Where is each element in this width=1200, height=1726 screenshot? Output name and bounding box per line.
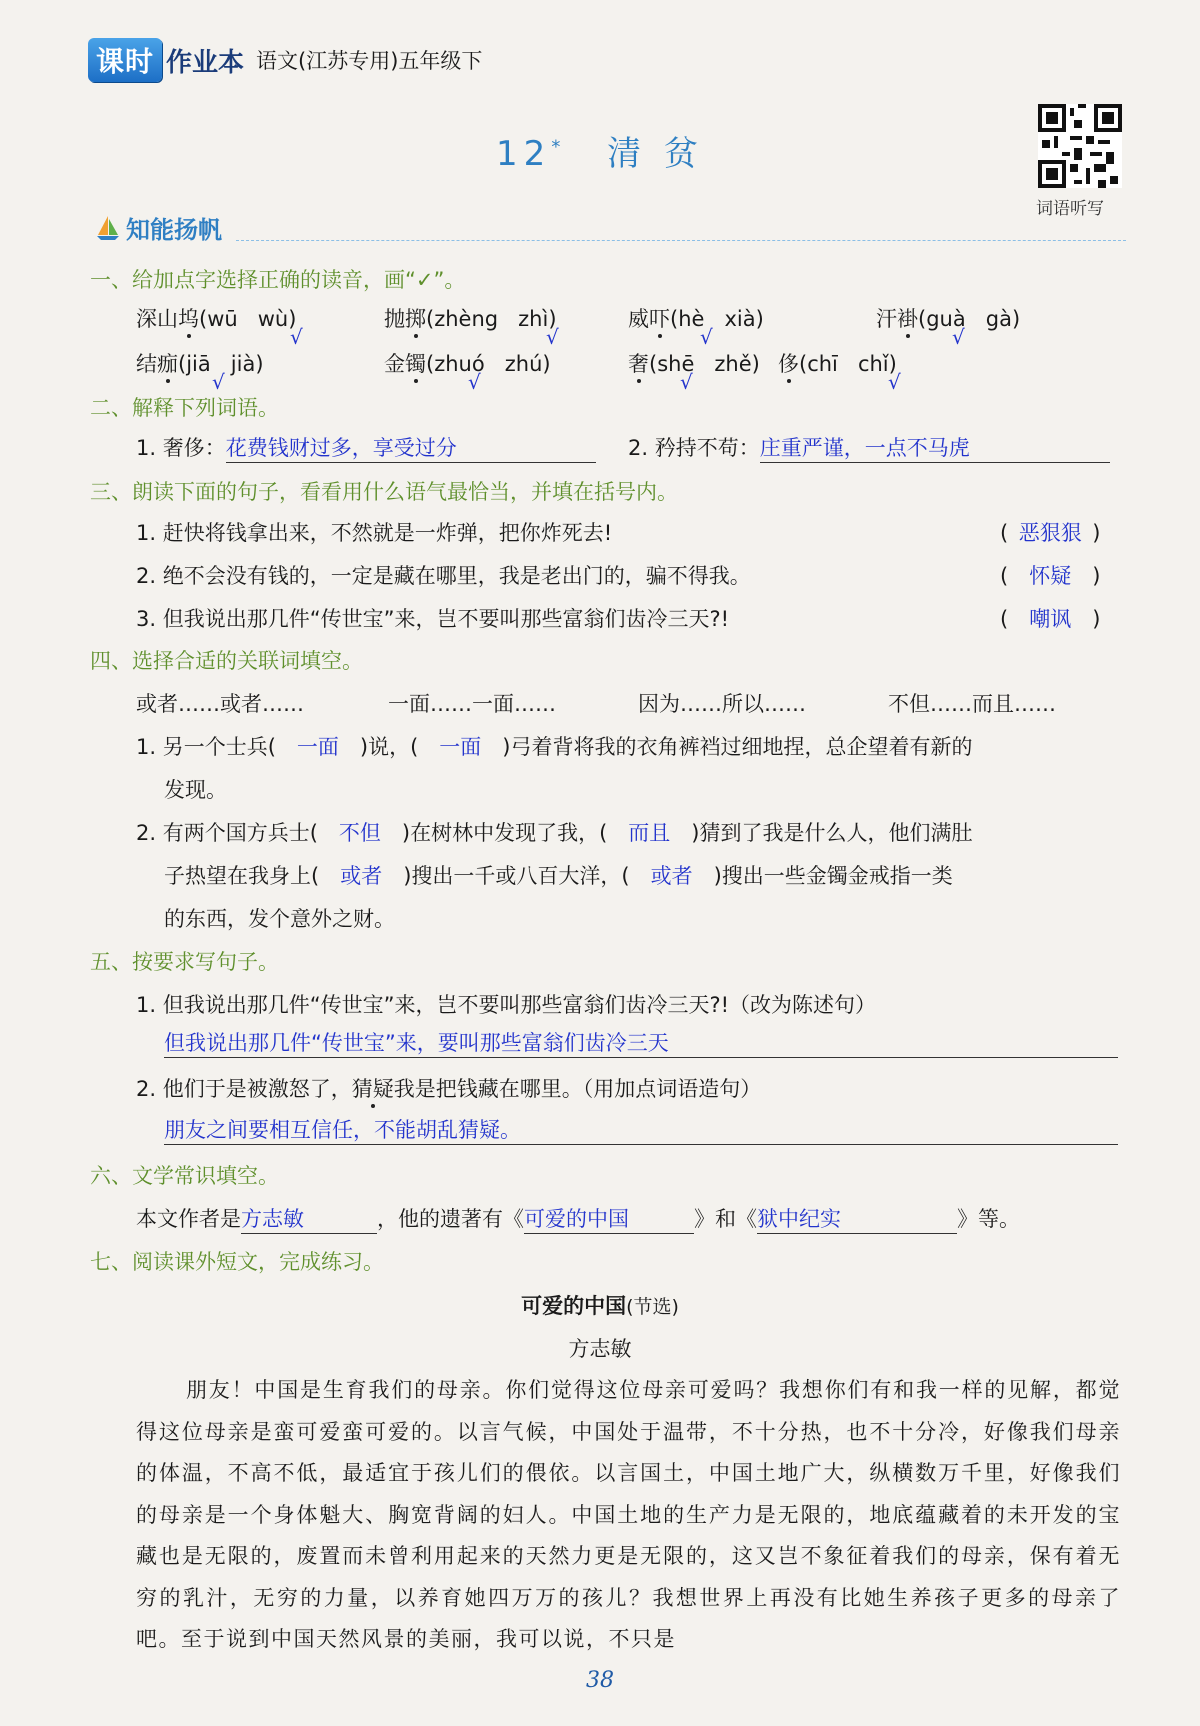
rewrite-question-1: 1. 但我说出那几件“传世宝”来，岂不要叫那些富翁们齿冷三天?!（改为陈述句） [136, 993, 877, 1017]
pinyin-item-8: 侈(chī chǐ) [778, 352, 897, 376]
banner-divider [236, 240, 1126, 241]
rewrite-question-2: 2. 他们于是被激怒了，猜疑我是把钱藏在哪里。（用加点词语造句） [136, 1077, 762, 1101]
conjunction-option-4: 不但……而且…… [888, 692, 1056, 716]
literature-fill: 本文作者是方志敏 ，他的遗著有《可爱的中国 》和《狱中纪实 》等。 [136, 1203, 1020, 1234]
check-mark: √ [290, 325, 303, 349]
pinyin-item-6: 金镯(zhuó zhú) [384, 352, 551, 376]
conjunction-question-2: 2. 有两个国方兵士( 不但 )在树林中发现了我，( 而且 )猜到了我是什么人，他们满肚 [136, 821, 973, 845]
check-mark: √ [212, 370, 225, 394]
check-mark: √ [546, 325, 559, 349]
book-subtitle: 语文(江苏专用)五年级下 [256, 49, 483, 73]
conjunction-option-2: 一面……一面…… [388, 692, 556, 716]
section-4-title: 四、选择合适的关联词填空。 [90, 649, 363, 673]
tone-answer-3: ( 嘲讽 ) [1000, 607, 1101, 631]
rewrite-answer-1: 但我说出那几件“传世宝”来，要叫那些富翁们齿冷三天 [164, 1027, 1118, 1058]
banner-label: 知能扬帆 [126, 216, 222, 244]
section-3-title: 三、朗读下面的句子，看看用什么语气最恰当，并填在括号内。 [90, 480, 678, 504]
tone-question-2: 2. 绝不会没有钱的，一定是藏在哪里，我是老出门的，骗不得我。 [136, 564, 751, 588]
article-paragraph: 朋友！中国是生育我们的母亲。你们觉得这位母亲可爱吗？我想你们有和我一样的见解，都觉得这位母亲是蛮可爱蛮可爱的。以言气候，中国处于温带，不十分热，也不十分冷，好像我们母亲的体温，不高不低，最适宜于孩儿们的偎依。以言国土，中国土地广大，纵横数万千里，好像我们的母亲是一个身体魁大、胸宽背阔的妇人。中国土地的生产力是无限的，地底蕴藏着的未开发的宝藏也是无限的，废置而未曾利用起来的天然力更是无限的，这又岂不象征着我们的母亲，保有着无穷的乳汁，无穷的力量，以养育她四万万的孩儿？我想世界上再没有比她生养孩子更多的母亲了吧。至于说到中国天然风景的美丽，我可以说，不只是 [136, 1378, 1121, 1651]
section-banner [96, 210, 222, 245]
check-mark: √ [680, 370, 693, 394]
check-mark: √ [468, 370, 481, 394]
qr-label: 词语听写 [1036, 199, 1104, 219]
article-title: 可爱的中国(节选) [521, 1294, 679, 1318]
pinyin-item-5: 结痂(jiā jià) [136, 352, 264, 376]
answer-text: 庄重严谨，一点不马虎 [760, 432, 1110, 463]
tone-question-3: 3. 但我说出那几件“传世宝”来，岂不要叫那些富翁们齿冷三天?! [136, 607, 730, 631]
conjunction-question-1: 1. 另一个士兵( 一面 )说，( 一面 )弓着背将我的衣角裤裆过细地捏，总企望着有新的 [136, 735, 973, 759]
definition-1: 1. 奢侈：花费钱财过多，享受过分 [136, 432, 596, 463]
qr-code-icon[interactable] [1038, 104, 1122, 188]
conjunction-question-1-cont: 发现。 [164, 778, 227, 802]
conjunction-question-2-cont: 子热望在我身上( 或者 )搜出一千或八百大洋，( 或者 )搜出一些金镯金戒指一类 [164, 864, 953, 888]
section-2-title: 二、解释下列词语。 [90, 396, 279, 420]
page-number: 38 [586, 1668, 614, 1693]
tone-answer-1: ( 恶狠狠 ) [1000, 521, 1101, 545]
pinyin-item-7: 奢(shē zhě) [628, 352, 760, 376]
conjunction-option-3: 因为……所以…… [638, 692, 806, 716]
lesson-title [0, 126, 1200, 175]
tone-question-1: 1. 赶快将钱拿出来，不然就是一炸弹，把你炸死去! [136, 521, 613, 545]
tone-answer-2: ( 怀疑 ) [1000, 564, 1101, 588]
section-6-title: 六、文学常识填空。 [90, 1164, 279, 1188]
sail-icon [96, 215, 120, 241]
article-author: 方志敏 [568, 1337, 632, 1361]
conjunction-question-2-end: 的东西，发个意外之财。 [164, 907, 395, 931]
brand-name: 作业本 [166, 47, 245, 78]
section-7-title: 七、阅读课外短文，完成练习。 [90, 1250, 384, 1274]
section-1-title: 一、给加点字选择正确的读音，画“✓”。 [90, 268, 466, 292]
check-mark: √ [700, 325, 713, 349]
rewrite-answer-2: 朋友之间要相互信任，不能胡乱猜疑。 [164, 1114, 1118, 1145]
answer-text: 花费钱财过多，享受过分 [226, 432, 596, 463]
check-mark: √ [952, 325, 965, 349]
conjunction-option-1: 或者……或者…… [136, 692, 304, 716]
brand [88, 38, 482, 82]
pinyin-item-2: 抛掷(zhèng zhì) [384, 307, 557, 331]
pinyin-item-3: 威吓(hè xià) [628, 307, 764, 331]
pinyin-item-1: 深山坞(wū wù) [136, 307, 297, 331]
lesson-number: 12 [496, 134, 552, 174]
lesson-mark: * [551, 136, 567, 158]
section-5-title: 五、按要求写句子。 [90, 950, 279, 974]
pinyin-item-4: 汗褂(guà gà) [876, 307, 1021, 331]
check-mark: √ [888, 370, 901, 394]
definition-2: 2. 矜持不苟：庄重严谨，一点不马虎 [628, 432, 1110, 463]
lesson-name: 清 贫 [607, 134, 704, 174]
brand-logo: 课时 [88, 38, 162, 82]
